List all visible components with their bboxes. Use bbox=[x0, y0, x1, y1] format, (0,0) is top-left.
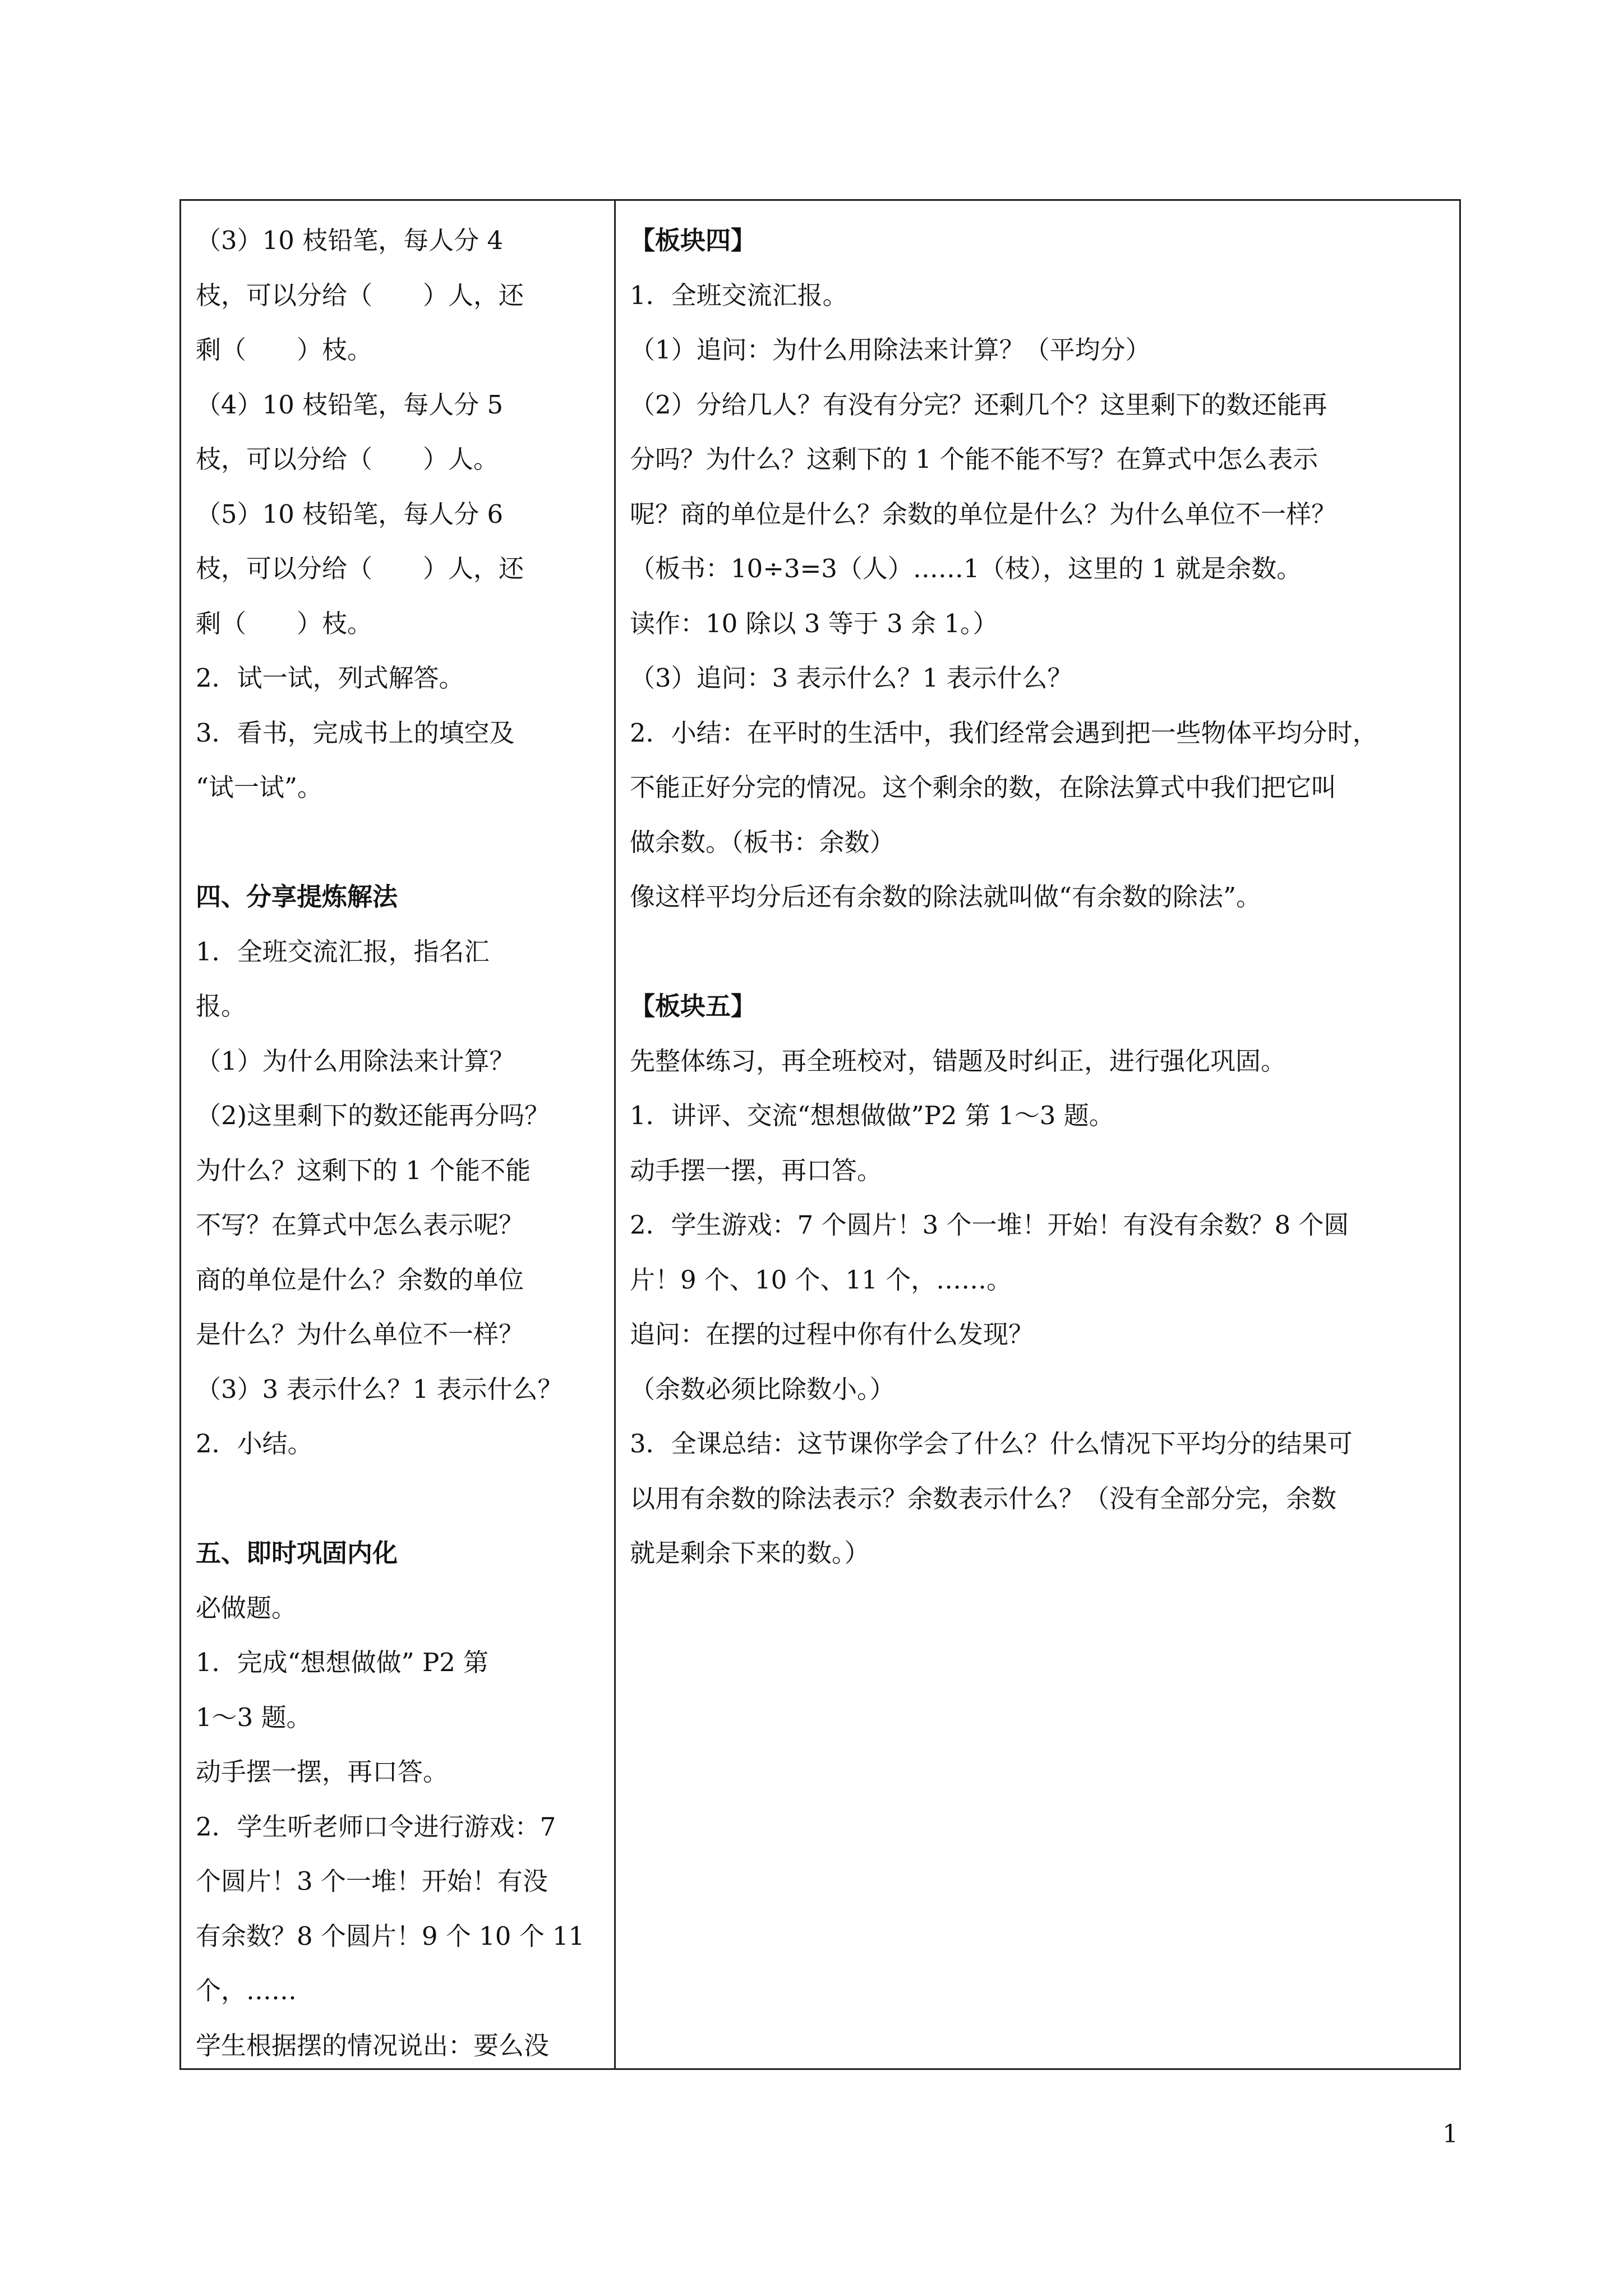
left-text-line: 剩（ ）枝。 bbox=[196, 608, 373, 638]
left-text-line: 枝，可以分给（ ）人，还 bbox=[196, 280, 524, 310]
right-text-line: 3．全课总结：这节课你学会了什么？什么情况下平均分的结果可 bbox=[630, 1429, 1353, 1458]
left-text-line: 1．完成“想想做做” P2 第 bbox=[196, 1648, 489, 1677]
left-text-line: “试一试”。 bbox=[196, 772, 323, 802]
left-text-line: （4）10 枝铅笔，每人分 5 bbox=[196, 389, 504, 420]
left-text-line: 有余数？8 个圆片！9 个 10 个 11 bbox=[196, 1921, 585, 1951]
left-text-line: 学生根据摆的情况说出：要么没 bbox=[196, 2030, 550, 2060]
right-text-line: 读作：10 除以 3 等于 3 余 1。） bbox=[630, 608, 998, 638]
left-text-line: 报。 bbox=[196, 991, 247, 1021]
left-text-line: （3）10 枝铅笔，每人分 4 bbox=[196, 226, 504, 255]
right-text-line: 就是剩余下来的数。） bbox=[630, 1538, 870, 1568]
right-text-line: 以用有余数的除法表示？余数表示什么？（没有全部分完，余数 bbox=[630, 1483, 1337, 1513]
right-text-line: 做余数。（板书：余数） bbox=[630, 827, 895, 857]
right-text-line: 不能正好分完的情况。这个剩余的数，在除法算式中我们把它叫 bbox=[630, 772, 1337, 802]
left-text-line bbox=[196, 815, 605, 870]
left-text-line: 2．试一试，列式解答。 bbox=[196, 663, 464, 693]
right-text-line: （1）追问：为什么用除法来计算？（平均分） bbox=[630, 335, 1151, 365]
left-text-line: 剩（ ）枝。 bbox=[196, 335, 373, 365]
right-text-line: 1．全班交流汇报。 bbox=[630, 280, 848, 310]
right-text-line: 动手摆一摆，再口答。 bbox=[630, 1155, 883, 1185]
left-text-line: （3）3 表示什么？1 表示什么？ bbox=[196, 1374, 563, 1404]
left-text-line: （5）10 枝铅笔，每人分 6 bbox=[196, 499, 504, 529]
right-text-line: 片！9 个、10 个、11 个，……。 bbox=[630, 1264, 1012, 1295]
left-text-line: 2．小结。 bbox=[196, 1429, 313, 1458]
right-text-line: 先整体练习，再全班校对，错题及时纠正，进行强化巩固。 bbox=[630, 1046, 1287, 1076]
student-activity-column bbox=[196, 213, 605, 2068]
left-text-line: 2．学生听老师口令进行游戏：7 bbox=[196, 1811, 556, 1842]
left-text-line: 枝，可以分给（ ）人。 bbox=[196, 444, 499, 474]
right-text-line: 追问：在摆的过程中你有什么发现？ bbox=[630, 1319, 1034, 1349]
teacher-plan-column bbox=[630, 213, 1454, 2068]
right-text-line: （余数必须比除数小。） bbox=[630, 1374, 895, 1404]
right-text-line bbox=[630, 924, 1454, 979]
right-text-line: （板书：10÷3=3（人）……1（枝），这里的 1 就是余数。 bbox=[630, 554, 1302, 583]
left-text-line: 枝，可以分给（ ）人，还 bbox=[196, 554, 524, 583]
left-text-line: 个，…… bbox=[196, 1976, 297, 2005]
left-text-line: （2)这里剩下的数还能再分吗？ bbox=[196, 1101, 550, 1130]
lesson-table bbox=[179, 199, 1461, 2070]
left-text-line bbox=[196, 1471, 605, 1526]
left-text-line: 不写？在算式中怎么表示呢？ bbox=[196, 1210, 524, 1240]
left-text-heading: 五、即时巩固内化 bbox=[196, 1538, 398, 1568]
left-text-line: 3．看书，完成书上的填空及 bbox=[196, 717, 515, 748]
right-text-line: （2）分给几人？有没有分完？还剩几个？这里剩下的数还能再 bbox=[630, 389, 1327, 420]
left-text-line: 个圆片！3 个一堆！开始！有没 bbox=[196, 1866, 548, 1896]
right-text-line: 1．讲评、交流“想想做做”P2 第 1～3 题。 bbox=[630, 1101, 1114, 1130]
right-text-line: 2．小结：在平时的生活中，我们经常会遇到把一些物体平均分时， bbox=[630, 717, 1378, 748]
left-text-line: 必做题。 bbox=[196, 1593, 297, 1623]
left-text-heading: 四、分享提炼解法 bbox=[196, 882, 398, 912]
right-text-line: （3）追问：3 表示什么？1 表示什么？ bbox=[630, 663, 1073, 693]
left-text-line: 1～3 题。 bbox=[196, 1702, 312, 1732]
right-text-heading: 【板块四】 bbox=[630, 226, 757, 255]
right-text-line: 2．学生游戏：7 个圆片！3 个一堆！开始！有没有余数？8 个圆 bbox=[630, 1210, 1349, 1240]
left-text-line: 商的单位是什么？余数的单位 bbox=[196, 1264, 524, 1295]
column-divider bbox=[614, 201, 616, 2068]
left-text-line: （1）为什么用除法来计算？ bbox=[196, 1046, 515, 1076]
left-text-line: 为什么？这剩下的 1 个能不能 bbox=[196, 1155, 531, 1185]
right-text-line: 呢？商的单位是什么？余数的单位是什么？为什么单位不一样？ bbox=[630, 499, 1337, 529]
right-text-line: 分吗？为什么？这剩下的 1 个能不能不写？在算式中怎么表示 bbox=[630, 444, 1318, 474]
left-text-line: 动手摆一摆，再口答。 bbox=[196, 1757, 449, 1787]
right-text-line: 像这样平均分后还有余数的除法就叫做“有余数的除法”。 bbox=[630, 882, 1262, 912]
right-text-heading: 【板块五】 bbox=[630, 991, 757, 1021]
left-text-line: 1．全班交流汇报，指名汇 bbox=[196, 936, 490, 967]
left-text-line: 是什么？为什么单位不一样？ bbox=[196, 1319, 524, 1349]
page-number: 1 bbox=[1442, 2120, 1458, 2148]
